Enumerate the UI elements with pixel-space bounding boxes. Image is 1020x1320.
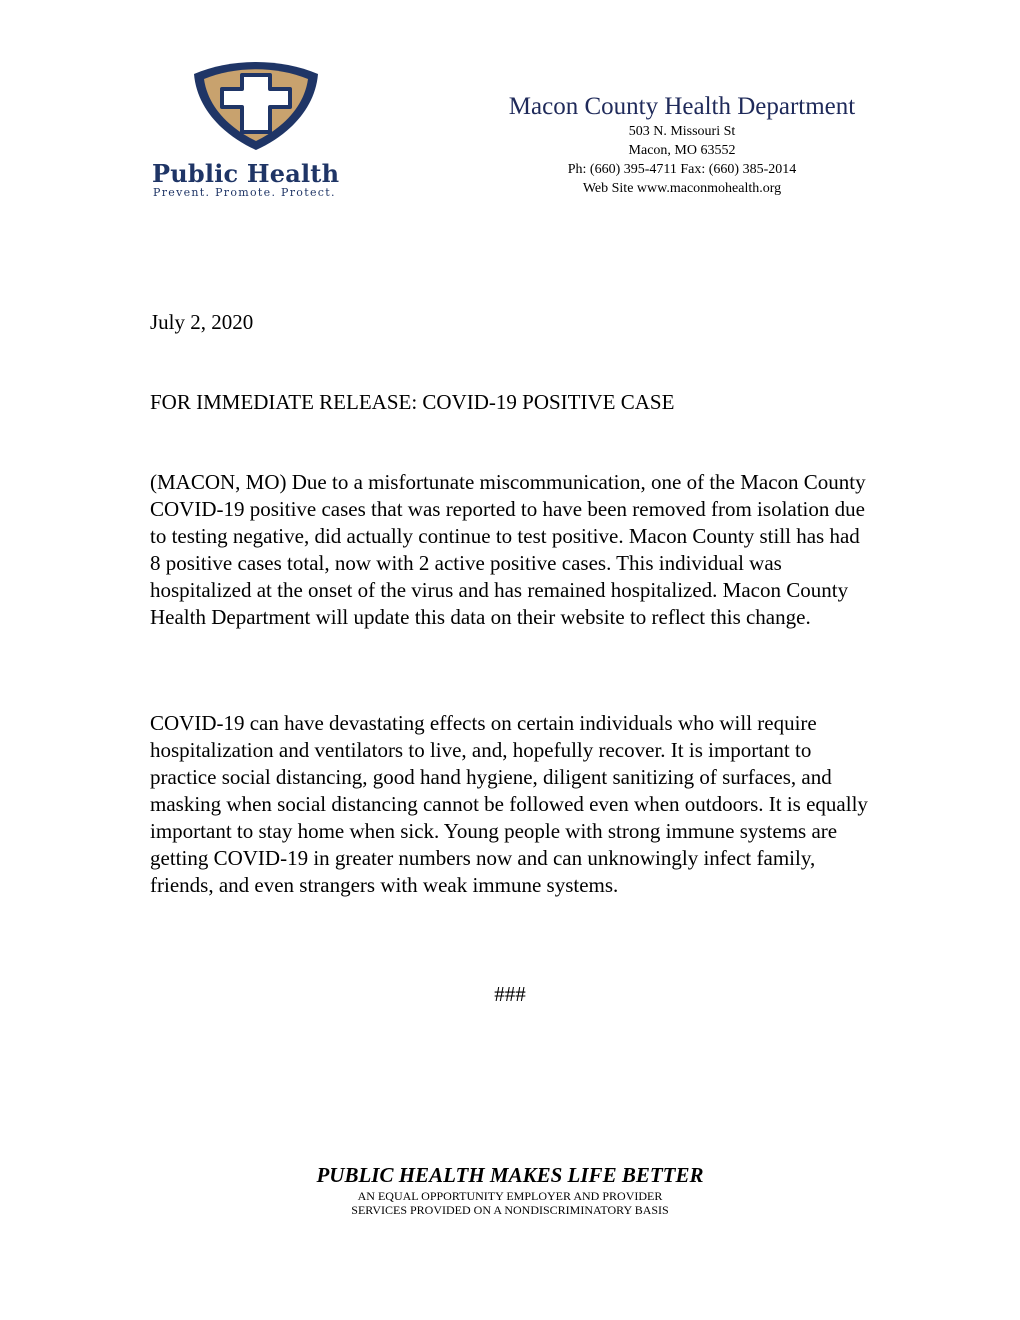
organization-name: Macon County Health Department [508, 93, 856, 120]
release-heading: FOR IMMEDIATE RELEASE: COVID-19 POSITIVE CASE [150, 390, 675, 414]
body-paragraph-1: (MACON, MO) Due to a misfortunate miscommunication, one of the Macon County COVID-19 positive cases that was reported to have been removed from isolation due to testing negative, did actually continue to test positive. Macon County still has had 8 positive cases total, now with 2 active positive cases. This individual was hospitalized at the onset of the virus and has remained hospitalized. Macon County Health Department will update this data on their website to reflect this change. [150, 470, 866, 629]
phone-fax: Ph: (660) 395-4711 Fax: (660) 385-2014 [567, 162, 797, 177]
shield-cross-icon [191, 60, 321, 152]
footer-line-2: SERVICES PROVIDED ON A NONDISCRIMINATORY BASIS [351, 1203, 669, 1217]
address-street: 503 N. Missouri St [628, 124, 736, 139]
body-paragraph-2: COVID-19 can have devastating effects on certain individuals who will require hospitalization and ventilators to live, and, hopefully recover. It is important to practice social distancing, good hand hygiene, diligent sanitizing of surfaces, and masking when social distancing cannot be followed even when outdoors. It is equally important to stay home when sick. Young people with strong immune systems are getting COVID-19 in greater numbers now and can unknowingly infect family, friends, and even strangers with weak immune systems. [150, 711, 868, 897]
public-health-logo [150, 60, 365, 205]
end-mark: ### [494, 982, 526, 1006]
logo-wordmark: Public Health [152, 159, 340, 188]
address-city: Macon, MO 63552 [628, 143, 736, 158]
logo-tagline: Prevent. Promote. Protect. [153, 186, 336, 199]
letter-date: July 2, 2020 [150, 310, 254, 334]
footer [0, 1162, 1020, 1217]
letterhead [470, 91, 894, 198]
footer-slogan: PUBLIC HEALTH MAKES LIFE BETTER [316, 1163, 704, 1187]
website: Web Site www.maconmohealth.org [582, 181, 782, 196]
footer-line-1: AN EQUAL OPPORTUNITY EMPLOYER AND PROVIDER [357, 1189, 663, 1203]
